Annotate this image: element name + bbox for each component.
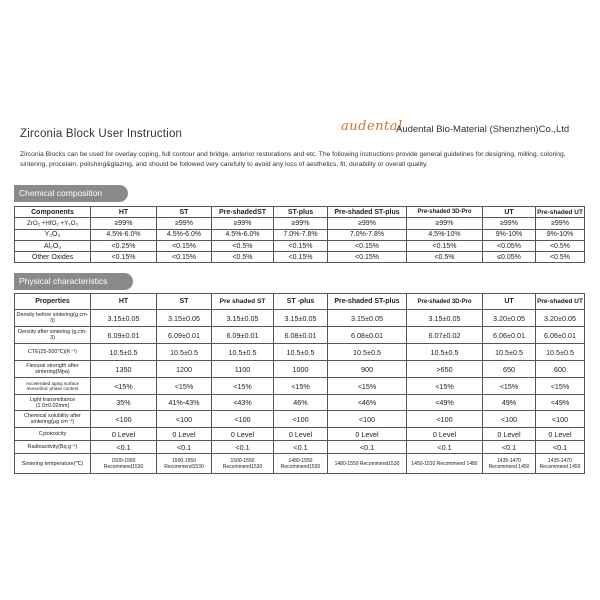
table-row	[15, 229, 585, 240]
table-cell: ≥99%	[212, 218, 274, 229]
table-cell: ≥99%	[328, 218, 407, 229]
table-cell: ≥99%	[91, 218, 157, 229]
header-cell: Pre-shaded ST-plus	[328, 207, 407, 218]
table-cell: 10.5±0.5	[328, 344, 407, 361]
table-cell: <0.1	[483, 441, 536, 454]
property-name: Sintering temperature(℃)	[15, 454, 91, 474]
table-cell: <0.15%	[328, 252, 407, 263]
table-cell: <0.15%	[274, 252, 328, 263]
table-cell: 600	[536, 361, 585, 378]
table-cell: Other Oxides	[15, 252, 91, 263]
table-cell: <0.1	[328, 441, 407, 454]
table-cell: 1100	[212, 361, 274, 378]
table-cell: ZrO₂ +HfO₂ +Y₂O₃	[15, 218, 91, 229]
table-cell: 1435-1470 Recommend 1450	[483, 454, 536, 474]
table-cell: 1450-1510 Recommend 1480	[407, 454, 483, 474]
table-cell: <0.5%	[407, 252, 483, 263]
table-cell: 4.5%-10%	[407, 229, 483, 240]
table-row	[15, 344, 585, 361]
table-cell: 6.08±0.01	[328, 327, 407, 344]
table-cell: 9%-10%	[483, 229, 536, 240]
table-cell: 3.20±0.05	[536, 310, 585, 327]
table-cell: 10.5±0.5	[91, 344, 157, 361]
table-cell: <15%	[91, 378, 157, 395]
property-name: Density before sintering(g.cm-3)	[15, 310, 91, 327]
table-cell: 3.15±0.05	[157, 310, 212, 327]
table-cell: <100	[536, 411, 585, 428]
table-cell: <0.25%	[91, 240, 157, 251]
table-cell: 1435-1470 Recommend 1450	[536, 454, 585, 474]
table-cell: ≤0.05%	[483, 252, 536, 263]
table-cell: 10.5±0.5	[536, 344, 585, 361]
table-cell: 41%-43%	[157, 395, 212, 411]
header-cell: ST-plus	[274, 207, 328, 218]
table-cell: 3.15±0.05	[274, 310, 328, 327]
table-cell: 1480-1550 Recommend1530	[274, 454, 328, 474]
table-row	[15, 454, 585, 474]
table-cell: <15%	[212, 378, 274, 395]
table-cell: <0.15%	[407, 240, 483, 251]
table-row	[15, 428, 585, 441]
table-cell: <100	[328, 411, 407, 428]
header-cell: ST -plus	[274, 294, 328, 310]
table-cell: 10.5±0.5	[274, 344, 328, 361]
header-cell: Pre shaded ST	[212, 294, 274, 310]
table-cell: 900	[328, 361, 407, 378]
table-cell: 6.09±0.01	[91, 327, 157, 344]
table-cell: 6.09±0.01	[157, 327, 212, 344]
table-cell: ≥99%	[407, 218, 483, 229]
table-cell: <0.5%	[536, 252, 585, 263]
table-cell: 7.0%-7.8%	[328, 229, 407, 240]
table-cell: 1200	[157, 361, 212, 378]
table-row	[15, 310, 585, 327]
table-cell: <100	[274, 411, 328, 428]
header-cell: HT	[91, 294, 157, 310]
company-name: Audental Bio-Material (Shenzhen)Co.,Ltd	[396, 124, 570, 135]
header-cell: HT	[91, 207, 157, 218]
table-cell: <15%	[328, 378, 407, 395]
table-cell: <100	[212, 411, 274, 428]
table-cell: 6.08±0.01	[274, 327, 328, 344]
table-cell: <100	[407, 411, 483, 428]
property-name: Density after sintering (g.cm-3)	[15, 327, 91, 344]
table-row	[15, 218, 585, 229]
table-cell: 3.15±0.05	[212, 310, 274, 327]
table-row	[15, 395, 585, 411]
table-cell: 49%	[483, 395, 536, 411]
table-cell: 6.09±0.01	[212, 327, 274, 344]
table-cell: <0.1	[91, 441, 157, 454]
table-row	[15, 378, 585, 395]
table-cell: 1480-1550 Recommend1530	[328, 454, 407, 474]
property-name: Chemical solubility after sintering(μg cm⁻²)	[15, 411, 91, 428]
table-cell: 1500-1550 Recommend1530	[157, 454, 212, 474]
header-cell: Properties	[15, 294, 91, 310]
table-row	[15, 240, 585, 251]
table-cell: Y₂O₃	[15, 229, 91, 240]
header-cell: Pre-shaded ST-plus	[328, 294, 407, 310]
table-cell: 10.5±0.5	[157, 344, 212, 361]
table-cell: ≥99%	[483, 218, 536, 229]
property-name: Cytotoxicity	[15, 428, 91, 441]
table-cell: <0.15%	[91, 252, 157, 263]
table-cell: >650	[407, 361, 483, 378]
table-cell: 10.5±0.5	[483, 344, 536, 361]
table-cell: <43%	[212, 395, 274, 411]
table-cell: 1000	[274, 361, 328, 378]
table-cell: <0.1	[536, 441, 585, 454]
header-cell: UT	[483, 207, 536, 218]
property-name: Light transmittance (1.0±0.02mm)	[15, 395, 91, 411]
table-cell: 650	[483, 361, 536, 378]
physical-characteristics-label: Physical characteristics	[14, 273, 133, 290]
chemical-composition-label: Chemical composition	[14, 185, 128, 202]
table-cell: <100	[483, 411, 536, 428]
table-cell: <0.1	[212, 441, 274, 454]
table-row	[15, 441, 585, 454]
table-cell: 10.5±0.5	[212, 344, 274, 361]
table-cell: 3.15±0.05	[407, 310, 483, 327]
table-cell: 0 Level	[328, 428, 407, 441]
chemical-composition-table	[14, 206, 585, 263]
table-cell: 9%-10%	[536, 229, 585, 240]
table-cell: 1500-1550 Recommend1530	[212, 454, 274, 474]
table-cell: <15%	[536, 378, 585, 395]
table-cell: 1350	[91, 361, 157, 378]
table-cell: <0.15%	[157, 240, 212, 251]
table-row	[15, 411, 585, 428]
header-cell: Pre-shaded UT	[536, 207, 585, 218]
header-cell: Pre-shaded 3D-Pro	[407, 294, 483, 310]
table-cell: <100	[91, 411, 157, 428]
table-cell: 3.20±0.05	[483, 310, 536, 327]
table-row	[15, 252, 585, 263]
table-cell: 3.15±0.05	[328, 310, 407, 327]
table-cell: <0.5%	[212, 240, 274, 251]
physical-characteristics-table	[14, 293, 585, 474]
table-cell: <0.05%	[483, 240, 536, 251]
table-cell: <0.1	[274, 441, 328, 454]
table-cell: 0 Level	[91, 428, 157, 441]
table-cell: <0.1	[407, 441, 483, 454]
table-cell: 0 Level	[536, 428, 585, 441]
table-cell: <0.15%	[157, 252, 212, 263]
table-cell: ≥99%	[536, 218, 585, 229]
property-name: Accelerated aging surface monoclinic phase content	[15, 378, 91, 395]
table-cell: <49%	[536, 395, 585, 411]
table-cell: 6.06±0.01	[483, 327, 536, 344]
table-cell: <15%	[483, 378, 536, 395]
table-cell: 0 Level	[212, 428, 274, 441]
table-cell: 0 Level	[407, 428, 483, 441]
table-cell: <0.5%	[212, 252, 274, 263]
table-cell: 4.5%-6.0%	[91, 229, 157, 240]
table-cell: 0 Level	[274, 428, 328, 441]
table-cell: 3.15±0.05	[91, 310, 157, 327]
property-name: Radioactivity(Bq.g⁻¹)	[15, 441, 91, 454]
intro-paragraph: Zirconia Blocks can be used for overlay coping, full contour and bridge, anterior restorations and etc. The following instructions provide general guidelines for designing, milling, coloring, sintering, procelain, polishing&glazing, and should be followed very carefully to avoid any loss of aesthetics, fit, durability or overall quality.	[20, 151, 566, 168]
table-cell: 46%	[274, 395, 328, 411]
header-cell: UT	[483, 294, 536, 310]
table-cell: ≥99%	[157, 218, 212, 229]
table-cell: 6.06±0.01	[536, 327, 585, 344]
header-cell: Pre-shadedST	[212, 207, 274, 218]
table-cell: 0 Level	[483, 428, 536, 441]
property-name: Flexural strength after sintering(Mpa)	[15, 361, 91, 378]
physical-header-row	[15, 294, 585, 310]
chemical-header-row	[15, 207, 585, 218]
table-cell: <0.5%	[536, 240, 585, 251]
table-cell: 6.07±0.02	[407, 327, 483, 344]
table-cell: <15%	[274, 378, 328, 395]
table-cell: <15%	[407, 378, 483, 395]
table-cell: 1500-1550 Recommend1530	[91, 454, 157, 474]
table-cell: <46%	[328, 395, 407, 411]
table-cell: ≥99%	[274, 218, 328, 229]
table-cell: 0 Level	[157, 428, 212, 441]
brand-logo: audental	[341, 119, 403, 134]
table-cell: <49%	[407, 395, 483, 411]
header-cell: Pre-shaded 3D-Pro	[407, 207, 483, 218]
table-cell: <0.15%	[328, 240, 407, 251]
table-cell: <0.1	[157, 441, 212, 454]
table-cell: <15%	[157, 378, 212, 395]
table-cell: 7.0%-7.8%	[274, 229, 328, 240]
table-cell: 10.5±0.5	[407, 344, 483, 361]
table-cell: 35%	[91, 395, 157, 411]
header-cell: Components	[15, 207, 91, 218]
table-row	[15, 327, 585, 344]
table-cell: <100	[157, 411, 212, 428]
header-cell: ST	[157, 294, 212, 310]
table-cell: Al₂O₃	[15, 240, 91, 251]
table-cell: 4.5%-6.0%	[212, 229, 274, 240]
property-name: CTE(25-500℃)(K⁻¹)	[15, 344, 91, 361]
header-cell: Pre-shaded UT	[536, 294, 585, 310]
table-row	[15, 361, 585, 378]
page-title: Zirconia Block User Instruction	[20, 128, 183, 140]
table-cell: 4.5%-6.0%	[157, 229, 212, 240]
table-cell: <0.15%	[274, 240, 328, 251]
header-cell: ST	[157, 207, 212, 218]
